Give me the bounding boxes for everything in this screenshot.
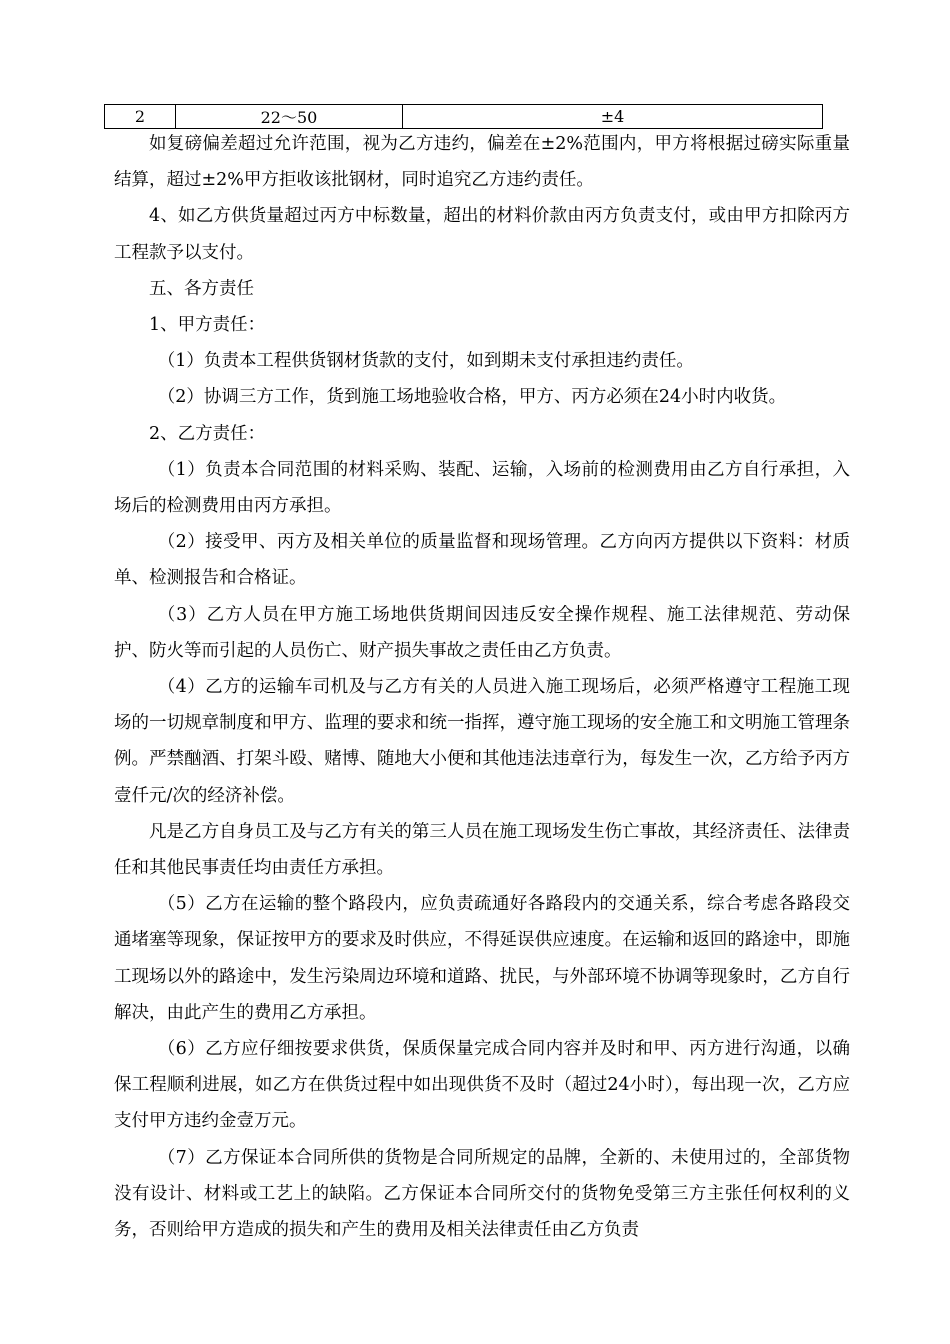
paragraph-b-1: （1）负责本合同范围的材料采购、装配、运输，入场前的检测费用由乙方自行承担，入场后的检测费用由丙方承担。 <box>114 459 850 517</box>
paragraph-b-6: （6）乙方应仔细按要求供货，保质保量完成合同内容并及时和甲、丙方进行沟通，以确保工程顺利进展，如乙方在供货过程中如出现供货不及时（超过24小时），每出现一次，乙方应支付甲方违约金壹万元。 <box>114 1039 850 1132</box>
subheading-party-b: 2、乙方责任： <box>149 423 266 444</box>
paragraph-a-2: （2）协调三方工作，货到施工场地验收合格，甲方、丙方必须在24小时内收货。 <box>157 387 787 408</box>
paragraph-weighing-deviation: 如复磅偏差超过允许范围，视为乙方违约，偏差在±2%范围内，甲方将根据过磅实际重量结算，超过±2%甲方拒收该批钢材，同时追究乙方违约责任。 <box>114 134 850 191</box>
body-text <box>114 126 850 1248</box>
table-cell-no: 2 <box>105 105 176 129</box>
paragraph-b-5: （5）乙方在运输的整个路段内，应负责疏通好各路段内的交通关系，综合考虑各路段交通堵塞等现象，保证按甲方的要求及时供应，不得延误供应速度。在运输和返回的路途中，即施工现场以外的路途中，发生污染周边环境和道路、扰民，与外部环境不协调等现象时，乙方自行解决，由此产生的费用乙方承担。 <box>114 894 850 1023</box>
paragraph-b-3: （3）乙方人员在甲方施工场地供货期间因违反安全操作规程、施工法律规范、劳动保护、防火等而引起的人员伤亡、财产损失事故之责任由乙方负责。 <box>114 604 850 661</box>
table-cell-tolerance: ±4 <box>403 105 823 129</box>
section-heading-responsibilities: 五、各方责任 <box>149 278 254 299</box>
paragraph-b-4-note: 凡是乙方自身员工及与乙方有关的第三人员在施工现场发生伤亡事故，其经济责任、法律责任和其他民事责任均由责任方承担。 <box>114 821 850 879</box>
subheading-party-a: 1、甲方责任： <box>149 315 266 336</box>
table-row <box>105 105 823 129</box>
paragraph-b-7: （7）乙方保证本合同所供的货物是合同所规定的品牌，全新的、未使用过的，全部货物没有设计、材料或工艺上的缺陷。乙方保证本合同所交付的货物免受第三方主张任何权利的义务，否则给甲方造成的损失和产生的费用及相关法律责任由乙方负责 <box>114 1147 850 1241</box>
paragraph-b-4: （4）乙方的运输车司机及与乙方有关的人员进入施工现场后，必须严格遵守工程施工现场的一切规章制度和甲方、监理的要求和统一指挥，遵守施工现场的安全施工和文明施工管理条例。严禁酗酒、打架斗殴、赌博、随地大小便和其他违法违章行为，每发生一次，乙方给予丙方壹仟元/次的经济补偿。 <box>114 677 850 806</box>
paragraph-clause-4: 4、如乙方供货量超过丙方中标数量，超出的材料价款由丙方负责支付，或由甲方扣除丙方工程款予以支付。 <box>114 206 850 263</box>
paragraph-a-1: （1）负责本工程供货钢材货款的支付，如到期未支付承担违约责任。 <box>157 351 694 372</box>
table-cell-range: 22～50 <box>176 105 403 129</box>
paragraph-b-2: （2）接受甲、丙方及相关单位的质量监督和现场管理。乙方向丙方提供以下资料：材质单、检测报告和合格证。 <box>114 532 850 589</box>
